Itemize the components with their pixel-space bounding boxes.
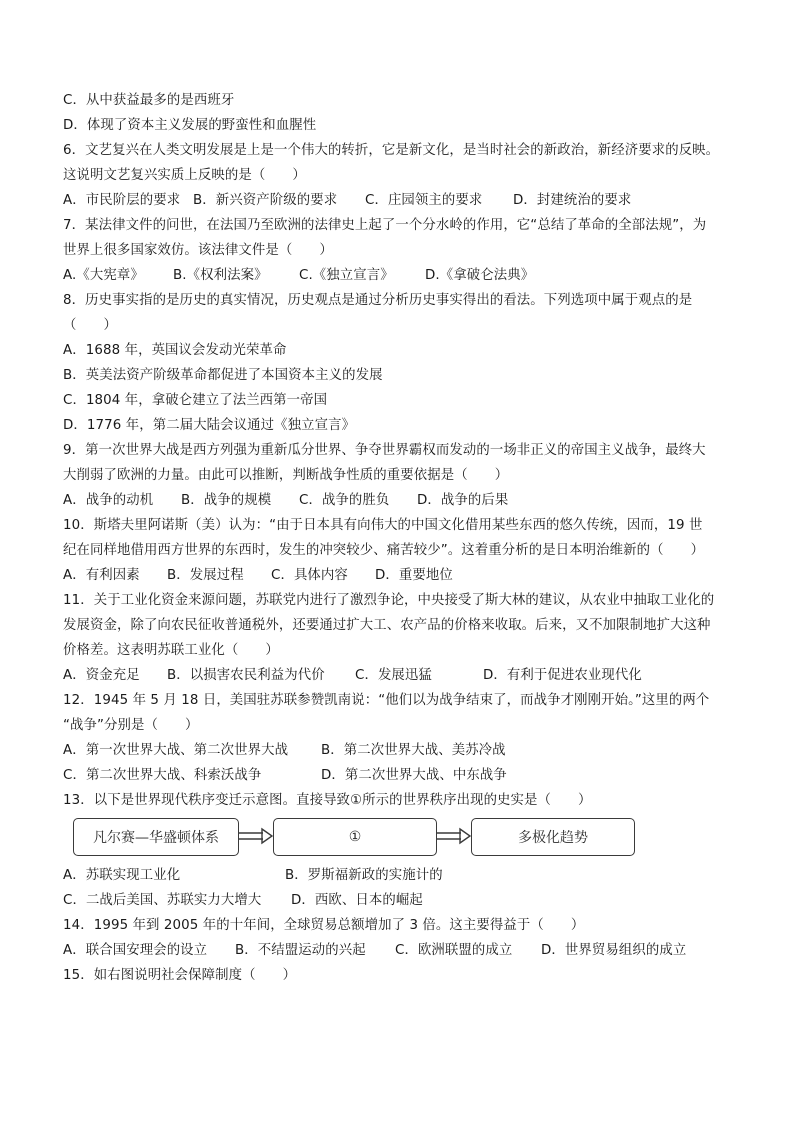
q14-option-d: D．世界贸易组织的成立 — [541, 943, 687, 958]
q7-option-c: C.《独立宣言》 — [299, 268, 394, 283]
q7-option-a: A.《大宪章》 — [63, 268, 144, 283]
q14-option-b: B．不结盟运动的兴起 — [235, 943, 366, 958]
q5-option-d: D．体现了资本主义发展的野蛮性和血腥性 — [63, 118, 317, 133]
q11-option-d: D．有利于促进农业现代化 — [483, 668, 642, 683]
diagram-box-versailles: 凡尔赛—华盛顿体系 — [73, 818, 239, 856]
q13-options-row2 — [63, 888, 735, 913]
q14-option-a: A．联合国安理会的设立 — [63, 943, 208, 958]
q11-stem-line2: 发展资金，除了向农民征收普通税外，还要通过扩大工、农产品的价格来收取。后来，又不加限制地扩大这种 — [63, 618, 711, 633]
diagram-box-multipolar: 多极化趋势 — [471, 818, 635, 856]
q15-stem: 15．如右图说明社会保障制度（ ） — [63, 968, 297, 983]
q14-stem: 14．1995 年到 2005 年的十年间，全球贸易总额增加了 3 倍。这主要得益于（ ） — [63, 918, 585, 933]
q13-options-row1 — [63, 863, 735, 888]
q13-option-c: C．二战后美国、苏联实力大增大 — [63, 893, 262, 908]
q10-stem-line2: 纪在同样地借用西方世界的东西时，发生的冲突较少、痛苦较少”。这着重分析的是日本明治维新的（ ） — [63, 543, 705, 558]
q6-stem-line1: 6．文艺复兴在人类文明发展是上是一个伟大的转折，它是新文化，是当时社会的新政治，新经济要求的反映。 — [63, 143, 720, 158]
q10-option-d: D．重要地位 — [375, 568, 453, 583]
q8-stem-line1: 8．历史事实指的是历史的真实情况，历史观点是通过分析历史事实得出的看法。下列选项中属于观点的是 — [63, 293, 693, 308]
q5-option-c: C．从中获益最多的是西班牙 — [63, 93, 235, 108]
q12-option-c: C．第二次世界大战、科索沃战争 — [63, 768, 262, 783]
q6-option-c: C．庄园领主的要求 — [365, 193, 483, 208]
q10-option-a: A．有利因素 — [63, 568, 140, 583]
q13-option-b: B．罗斯福新政的实施计的 — [285, 868, 443, 883]
q12-options-row1 — [63, 738, 735, 763]
q10-option-b: B．发展过程 — [167, 568, 244, 583]
q8-option-c: C．1804 年，拿破仑建立了法兰西第一帝国 — [63, 393, 328, 408]
q11-option-b: B．以损害农民利益为代价 — [167, 668, 325, 683]
q9-option-d: D．战争的后果 — [417, 493, 509, 508]
q6-stem-line2: 这说明文艺复兴实质上反映的是（ ） — [63, 168, 306, 183]
q9-options — [63, 488, 735, 513]
q9-option-c: C．战争的胜负 — [299, 493, 390, 508]
q10-stem-line1: 10．斯塔夫里阿诺斯（美）认为：“由于日本具有向伟大的中国文化借用某些东西的悠久传统，因而，19 世 — [63, 518, 703, 533]
diagram-box-blank: ① — [273, 818, 437, 856]
q7-option-b: B.《权利法案》 — [173, 268, 268, 283]
q6-option-b: B．新兴资产阶级的要求 — [193, 193, 338, 208]
q12-option-b: B．第二次世界大战、美苏冷战 — [321, 743, 506, 758]
q8-option-b: B．英美法资产阶级革命都促进了本国资本主义的发展 — [63, 368, 383, 383]
q6-option-a: A．市民阶层的要求 — [63, 193, 181, 208]
q13-option-d: D．西欧、日本的崛起 — [291, 893, 423, 908]
q14-options — [63, 938, 735, 963]
q9-stem-line2: 大削弱了欧洲的力量。由此可以推断，判断战争性质的重要依据是（ ） — [63, 468, 509, 483]
arrow-right-icon — [239, 827, 273, 845]
q14-option-c: C．欧洲联盟的成立 — [395, 943, 513, 958]
q13-stem: 13．以下是世界现代秩序变迁示意图。直接导致①所示的世界秩序出现的史实是（ ） — [63, 793, 592, 808]
q8-option-a: A．1688 年，英国议会发动光荣革命 — [63, 343, 287, 358]
q12-option-d: D．第二次世界大战、中东战争 — [321, 768, 507, 783]
q11-options — [63, 663, 735, 688]
q10-options — [63, 563, 735, 588]
q8-option-d: D．1776 年，第二届大陆会议通过《独立宣言》 — [63, 418, 356, 433]
q11-option-a: A．资金充足 — [63, 668, 140, 683]
q9-stem-line1: 9．第一次世界大战是西方列强为重新瓜分世界、争夺世界霸权而发动的一场非正义的帝国主义战争，最终大 — [63, 443, 706, 458]
q11-option-c: C．发展迅猛 — [355, 668, 432, 683]
q8-stem-line2: （ ） — [63, 318, 117, 333]
q7-stem-line2: 世界上很多国家效仿。该法律文件是（ ） — [63, 243, 333, 258]
q12-stem-line1: 12．1945 年 5 月 18 日，美国驻苏联参赞凯南说：“他们以为战争结束了，而战争才刚刚开始。”这里的两个 — [63, 693, 710, 708]
q9-option-a: A．战争的动机 — [63, 493, 154, 508]
q10-option-c: C．具体内容 — [271, 568, 348, 583]
q11-stem-line3: 价格差。这表明苏联工业化（ ） — [63, 643, 279, 658]
arrow-right-icon — [437, 827, 471, 845]
q13-option-a: A．苏联实现工业化 — [63, 868, 181, 883]
exam-page — [63, 88, 735, 988]
q12-option-a: A．第一次世界大战、第二次世界大战 — [63, 743, 289, 758]
q7-option-d: D.《拿破仑法典》 — [425, 268, 535, 283]
q7-stem-line1: 7．某法律文件的问世，在法国乃至欧洲的法律史上起了一个分水岭的作用，它“总结了革命的全部法规”，为 — [63, 218, 707, 233]
q9-option-b: B．战争的规模 — [181, 493, 272, 508]
q11-stem-line1: 11．关于工业化资金来源问题，苏联党内进行了激烈争论，中央接受了斯大林的建议，从农业中抽取工业化的 — [63, 593, 715, 608]
q13-order-diagram — [63, 813, 735, 863]
q6-option-d: D．封建统治的要求 — [513, 193, 632, 208]
q12-options-row2 — [63, 763, 735, 788]
q6-options — [63, 188, 735, 213]
q12-stem-line2: “战争”分别是（ ） — [63, 718, 199, 733]
q7-options — [63, 263, 735, 288]
